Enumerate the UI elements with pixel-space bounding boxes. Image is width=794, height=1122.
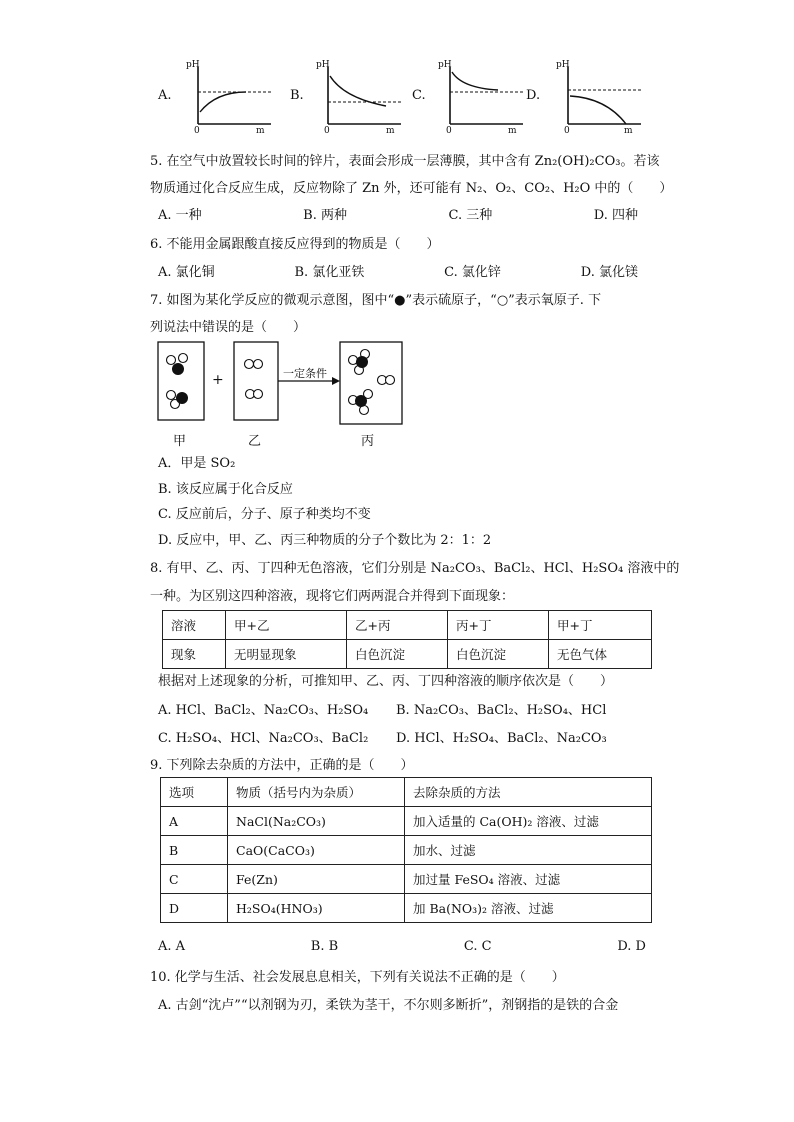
q9-r0c0: A: [161, 807, 228, 836]
q9-r3c2: 加 Ba(NO₃)₂ 溶液、过滤: [405, 894, 652, 923]
q9-option-b[interactable]: B. B: [310, 939, 339, 954]
q8-r2: 白色沉淀: [347, 640, 448, 669]
so3-molecule-1: [349, 350, 370, 375]
graph-a-ylabel: pH: [186, 60, 200, 70]
table-row: [161, 894, 652, 923]
q5-option-c[interactable]: C. 三种: [448, 208, 493, 223]
table-row: [163, 640, 652, 669]
q5-option-d[interactable]: D. 四种: [593, 208, 638, 223]
table-row: [161, 807, 652, 836]
graph-b-xlabel: m: [386, 126, 395, 136]
q9-options: [158, 939, 646, 954]
q8-stem-line1: 8. 有甲、乙、丙、丁四种无色溶液，它们分别是 Na₂CO₃、BaCl₂、HCl、H₂SO₄ 溶液中的: [150, 561, 680, 576]
q8-h1: 甲+乙: [226, 611, 347, 640]
q9-r0c2: 加入适量的 Ca(OH)₂ 溶液、过滤: [405, 807, 652, 836]
q9-r1c1: CaO(CaCO₃): [228, 836, 405, 865]
q8-option-b[interactable]: B. Na₂CO₃、BaCl₂、H₂SO₄、HCl: [396, 703, 607, 718]
graph-a-origin: 0: [194, 126, 200, 136]
graph-d-xlabel: m: [624, 126, 633, 136]
q5-options: [158, 204, 638, 223]
q5-option-a[interactable]: A. 一种: [158, 208, 202, 223]
graph-b-ylabel: pH: [316, 60, 330, 70]
graph-b: [316, 62, 406, 134]
q9-option-a[interactable]: A. A: [158, 939, 186, 954]
q9-option-d[interactable]: D. D: [617, 939, 646, 954]
q6-option-a[interactable]: A. 氯化铜: [158, 265, 215, 280]
q9-r2c0: C: [161, 865, 228, 894]
q9-r3c0: D: [161, 894, 228, 923]
o2-molecule-2: [246, 390, 263, 399]
q9-r1c2: 加水、过滤: [405, 836, 652, 865]
o2-molecule-remaining: [378, 376, 395, 385]
arrow-condition-label: 一定条件: [283, 367, 327, 380]
graph-c-label: C.: [412, 88, 426, 103]
q6-option-d[interactable]: D. 氯化镁: [580, 265, 638, 280]
q9-h0: 选项: [161, 778, 228, 807]
q7-option-c[interactable]: C. 反应前后，分子、原子种类均不变: [158, 507, 371, 522]
so2-molecule-1: [167, 354, 188, 376]
q6-option-b[interactable]: B. 氯化亚铁: [294, 265, 365, 280]
plus-sign: +: [212, 372, 224, 388]
q5-stem-line1: 5. 在空气中放置较长时间的锌片，表面会形成一层薄膜，其中含有 Zn₂(OH)₂CO₃。若该: [150, 154, 660, 169]
q8-stem-line2: 一种。为区别这四种溶液，现将它们两两混合并得到下面现象：: [150, 589, 515, 604]
graph-c-xlabel: m: [508, 126, 517, 136]
q7-stem-line2: 列说法中错误的是（ ）: [150, 320, 307, 335]
so2-molecule-2: [167, 391, 189, 409]
q6-option-c[interactable]: C. 氯化锌: [444, 265, 501, 280]
q9-table: [160, 777, 652, 923]
q9-h1: 物质（括号内为杂质）: [228, 778, 405, 807]
q10-option-a[interactable]: A. 古剑“沈卢”“以剂钢为刃，柔铁为茎干，不尔则多断折”，剂钢指的是铁的合金: [158, 998, 619, 1013]
table-row: [161, 865, 652, 894]
q7-option-d[interactable]: D. 反应中，甲、乙、丙三种物质的分子个数比为 2：1：2: [158, 533, 492, 548]
q8-r4: 无色气体: [549, 640, 652, 669]
q8-option-a[interactable]: A. HCl、BaCl₂、Na₂CO₃、H₂SO₄: [158, 703, 369, 718]
graph-d: [556, 62, 646, 134]
graph-a-xlabel: m: [256, 126, 265, 136]
q8-stem-line3: 根据对上述现象的分析，可推知甲、乙、丙、丁四种溶液的顺序依次是（ ）: [158, 674, 614, 689]
graph-c-origin: 0: [446, 126, 452, 136]
q9-r2c2: 加过量 FeSO₄ 溶液、过滤: [405, 865, 652, 894]
q7-stem-line1: 7. 如图为某化学反应的微观示意图，图中“●”表示硫原子，“○”表示氧原子. 下: [150, 293, 602, 308]
q8-r0: 现象: [163, 640, 226, 669]
graph-c-ylabel: pH: [438, 60, 452, 70]
q8-h2: 乙+丙: [347, 611, 448, 640]
graph-b-origin: 0: [324, 126, 330, 136]
graph-d-ylabel: pH: [556, 60, 570, 70]
q8-table: [162, 610, 652, 669]
q8-h4: 甲+丁: [549, 611, 652, 640]
graph-a: [186, 62, 276, 134]
q9-r3c1: H₂SO₄(HNO₃): [228, 894, 405, 923]
q5-option-b[interactable]: B. 两种: [303, 208, 347, 223]
q8-option-c[interactable]: C. H₂SO₄、HCl、Na₂CO₃、BaCl₂: [158, 731, 369, 746]
q8-r1: 无明显现象: [226, 640, 347, 669]
q9-r2c1: Fe(Zn): [228, 865, 405, 894]
box-label-jia: 甲: [173, 434, 187, 449]
graph-a-label: A.: [158, 88, 172, 103]
q9-r1c0: B: [161, 836, 228, 865]
q5-stem-line2: 物质通过化合反应生成，反应物除了 Zn 外，还可能有 N₂、O₂、CO₂、H₂O 中的（ ）: [150, 181, 673, 196]
q6-options: [158, 261, 638, 280]
reaction-diagram: [150, 338, 420, 428]
q7-option-a[interactable]: A．甲是 SO₂: [158, 456, 236, 471]
graph-d-origin: 0: [564, 126, 570, 136]
q7-option-b[interactable]: B. 该反应属于化合反应: [158, 482, 293, 497]
q9-r0c1: NaCl(Na₂CO₃): [228, 807, 405, 836]
q6-stem: 6. 不能用金属跟酸直接反应得到的物质是（ ）: [150, 237, 440, 252]
box-label-bing: 丙: [361, 434, 375, 449]
q8-h0: 溶液: [163, 611, 226, 640]
so3-molecule-2: [349, 390, 373, 415]
table-row: [161, 836, 652, 865]
graph-b-label: B.: [290, 88, 304, 103]
q9-option-c[interactable]: C. C: [463, 939, 492, 954]
table-row: [163, 611, 652, 640]
o2-molecule-1: [245, 360, 263, 369]
q8-h3: 丙+丁: [448, 611, 549, 640]
q8-r3: 白色沉淀: [448, 640, 549, 669]
box-label-yi: 乙: [248, 434, 262, 449]
q9-stem: 9. 下列除去杂质的方法中，正确的是（ ）: [150, 758, 414, 773]
table-row: [161, 778, 652, 807]
box-yi: [234, 342, 278, 420]
q8-option-d[interactable]: D. HCl、H₂SO₄、BaCl₂、Na₂CO₃: [396, 731, 607, 746]
graph-d-label: D.: [526, 88, 541, 103]
q9-h2: 去除杂质的方法: [405, 778, 652, 807]
q10-stem: 10. 化学与生活、社会发展息息相关，下列有关说法不正确的是（ ）: [150, 970, 565, 985]
graph-c: [438, 62, 528, 134]
